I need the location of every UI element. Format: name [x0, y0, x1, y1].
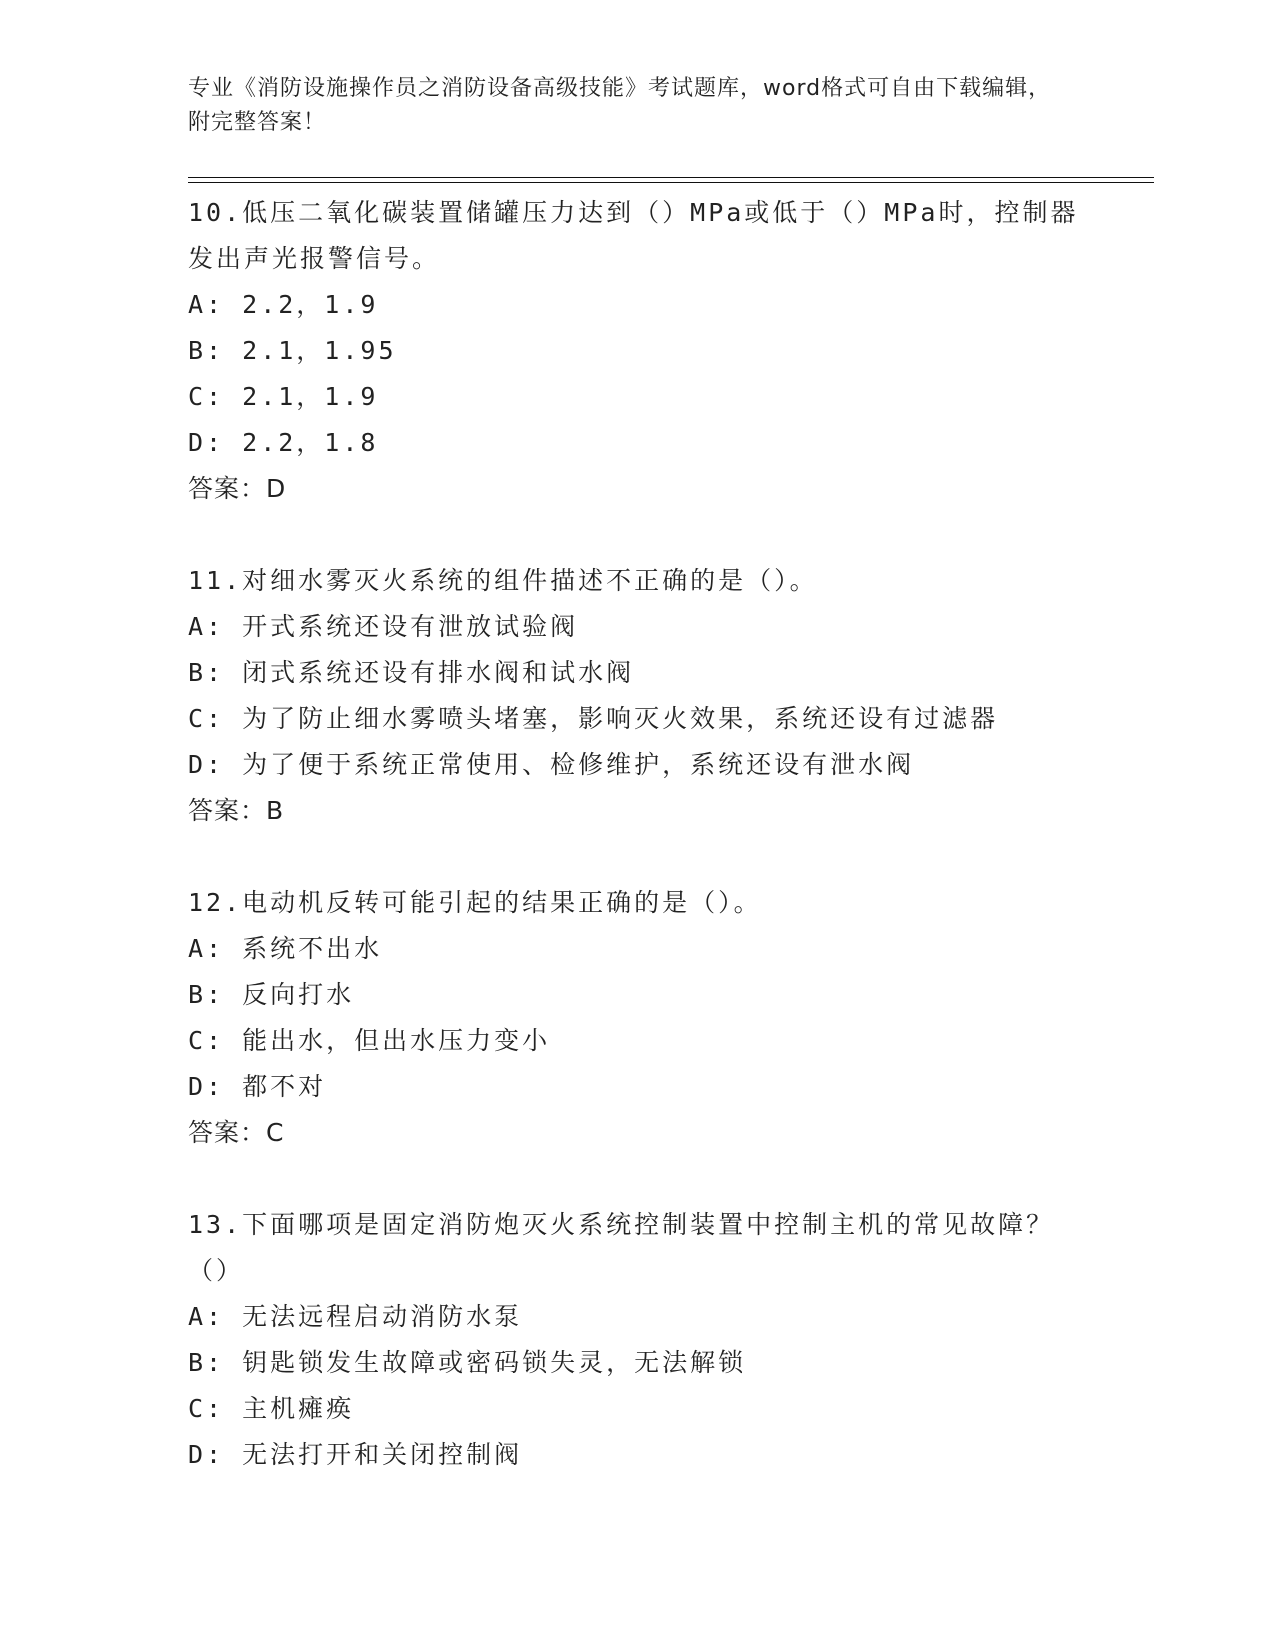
question-item	[188, 558, 1088, 834]
question-item	[188, 1202, 1088, 1478]
option-a: A: 无法远程启动消防水泵	[188, 1302, 523, 1331]
option-b: B: 钥匙锁发生故障或密码锁失灵，无法解锁	[188, 1348, 747, 1377]
document-header: 专业《消防设施操作员之消防设备高级技能》考试题库，word格式可自由下载编辑，附完整答案！	[188, 76, 1052, 135]
question-stem: 13.下面哪项是固定消防炮灭火系统控制装置中控制主机的常见故障？（）	[188, 1210, 1055, 1285]
option-d: D: 无法打开和关闭控制阀	[188, 1440, 523, 1469]
option-d: D: 2.2，1.8	[188, 428, 379, 457]
answer-line: 答案：B	[188, 796, 285, 825]
header-divider-top	[188, 177, 1154, 178]
question-stem: 10.低压二氧化碳装置储罐压力达到（）MPa或低于（）MPa时，控制器发出声光报警信号。	[188, 198, 1079, 273]
question-stem: 11.对细水雾灭火系统的组件描述不正确的是（）。	[188, 566, 818, 595]
option-a: A: 开式系统还设有泄放试验阀	[188, 612, 579, 641]
option-d: D: 为了便于系统正常使用、检修维护，系统还设有泄水阀	[188, 750, 915, 779]
option-a: A: 2.2，1.9	[188, 290, 379, 319]
option-b: B: 2.1，1.95	[188, 336, 397, 365]
option-a: A: 系统不出水	[188, 934, 383, 963]
question-item	[188, 190, 1088, 512]
answer-line: 答案：C	[188, 1118, 285, 1147]
option-c: C: 能出水，但出水压力变小	[188, 1026, 551, 1055]
option-c: C: 为了防止细水雾喷头堵塞，影响灭火效果，系统还设有过滤器	[188, 704, 999, 733]
option-b: B: 反向打水	[188, 980, 355, 1009]
option-c: C: 主机瘫痪	[188, 1394, 355, 1423]
option-b: B: 闭式系统还设有排水阀和试水阀	[188, 658, 635, 687]
header-divider-bottom	[188, 182, 1154, 183]
question-item	[188, 880, 1088, 1156]
option-d: D: 都不对	[188, 1072, 327, 1101]
option-c: C: 2.1，1.9	[188, 382, 379, 411]
answer-line: 答案：D	[188, 474, 287, 503]
question-stem: 12.电动机反转可能引起的结果正确的是（）。	[188, 888, 762, 917]
question-list	[188, 190, 1088, 1524]
